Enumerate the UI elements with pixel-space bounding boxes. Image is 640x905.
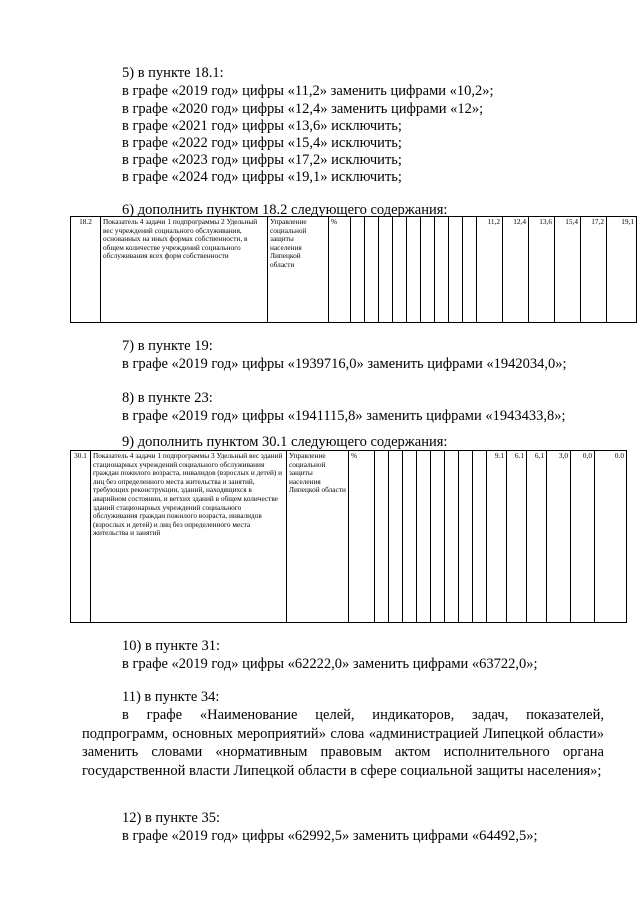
empty-cell [459, 451, 473, 623]
section-5-line-5: в графе «2023 год» цифры «17,2» исключить; [122, 152, 402, 168]
row-number: 30.1 [71, 451, 91, 623]
section-11-paragraph [82, 706, 604, 780]
section-9-heading: 9) дополнить пунктом 30.1 следующего содержания: [122, 434, 448, 450]
empty-cell [389, 451, 403, 623]
value-2020: 12,4 [503, 217, 529, 323]
section-10-heading: 10) в пункте 31: [122, 638, 220, 654]
section-5-heading: 5) в пункте 18.1: [122, 65, 224, 81]
value-2019: 9.1 [487, 451, 507, 623]
indicator-table-30-1 [70, 450, 627, 623]
empty-cell [393, 217, 407, 323]
section-6-heading: 6) дополнить пунктом 18.2 следующего содержания: [122, 202, 448, 218]
section-12-heading: 12) в пункте 35: [122, 810, 220, 826]
responsible-executor: Управление социальной защиты населения Липецкой области [268, 217, 329, 323]
section-11-paragraph-text: в графе «Наименование целей, индикаторов, задач, показателей, подпрограмм, основных мероприятий» слова «администрацией Липецкой области» заменить словами «нормативным правовым актом исполнительного органа государственной власти Липецкой области в сфере социальной защиты населения»; [82, 707, 604, 779]
empty-cell [351, 217, 365, 323]
empty-cell [407, 217, 421, 323]
unit: % [329, 217, 351, 323]
value-2024: 0.0 [595, 451, 627, 623]
section-5-line-3: в графе «2021 год» цифры «13,6» исключить; [122, 118, 402, 134]
section-11-heading: 11) в пункте 34: [122, 689, 220, 705]
section-8-heading: 8) в пункте 23: [122, 390, 213, 406]
empty-cell [421, 217, 435, 323]
value-2024: 19,1 [607, 217, 637, 323]
value-2020: 6.1 [507, 451, 527, 623]
section-5-line-4: в графе «2022 год» цифры «15,4» исключить; [122, 135, 402, 151]
empty-cell [445, 451, 459, 623]
section-10-line: в графе «2019 год» цифры «62222,0» заменить цифрами «63722,0»; [122, 656, 538, 672]
indicator-name: Показатель 4 задачи 1 подпрограммы 2 Удельный вес учреждений социального обслуживания, основанных на иных формах собственности, в общем количестве учреждений социального обслуживания всех форм собственности [101, 217, 268, 323]
section-7-line: в графе «2019 год» цифры «1939716,0» заменить цифрами «1942034,0»; [122, 356, 567, 372]
value-2023: 17,2 [581, 217, 607, 323]
section-5-line-1: в графе «2019 год» цифры «11,2» заменить цифрами «10,2»; [122, 83, 494, 99]
value-2019: 11,2 [477, 217, 503, 323]
empty-cell [417, 451, 431, 623]
empty-cell [463, 217, 477, 323]
responsible-executor: Управление социальной защиты населения Липецкой области [287, 451, 349, 623]
empty-cell [375, 451, 389, 623]
unit: % [349, 451, 375, 623]
section-5-line-2: в графе «2020 год» цифры «12,4» заменить цифрами «12»; [122, 101, 484, 117]
section-8-line: в графе «2019 год» цифры «1941115,8» заменить цифрами «1943433,8»; [122, 408, 566, 424]
value-2021: 13,6 [529, 217, 555, 323]
empty-cell [435, 217, 449, 323]
indicator-name: Показатель 4 задачи 1 подпрограммы 3 Удельный вес зданий стационарных учреждений социального обслуживания граждан пожилого возраста, инвалидов (взрослых и детей) и лиц без определенного места жительства и занятий, требующих реконструкции, зданий, находящихся в аварийном состоянии, и ветхих зданий в общем количестве зданий стационарных учреждений социального обслуживания граждан пожилого возраста, инвалидов (взрослых и детей) и лиц без определенного места жительства и занятий [91, 451, 287, 623]
section-12-line: в графе «2019 год» цифры «62992,5» заменить цифрами «64492,5»; [122, 828, 538, 844]
section-7-heading: 7) в пункте 19: [122, 338, 213, 354]
value-2023: 0,0 [571, 451, 595, 623]
indicator-table-18-2 [70, 216, 637, 323]
empty-cell [379, 217, 393, 323]
value-2022: 3,0 [547, 451, 571, 623]
section-5-line-6: в графе «2024 год» цифры «19,1» исключить; [122, 169, 402, 185]
row-number: 18.2 [71, 217, 101, 323]
empty-cell [403, 451, 417, 623]
empty-cell [431, 451, 445, 623]
empty-cell [365, 217, 379, 323]
empty-cell [449, 217, 463, 323]
value-2022: 15,4 [555, 217, 581, 323]
empty-cell [473, 451, 487, 623]
value-2021: 6,1 [527, 451, 547, 623]
